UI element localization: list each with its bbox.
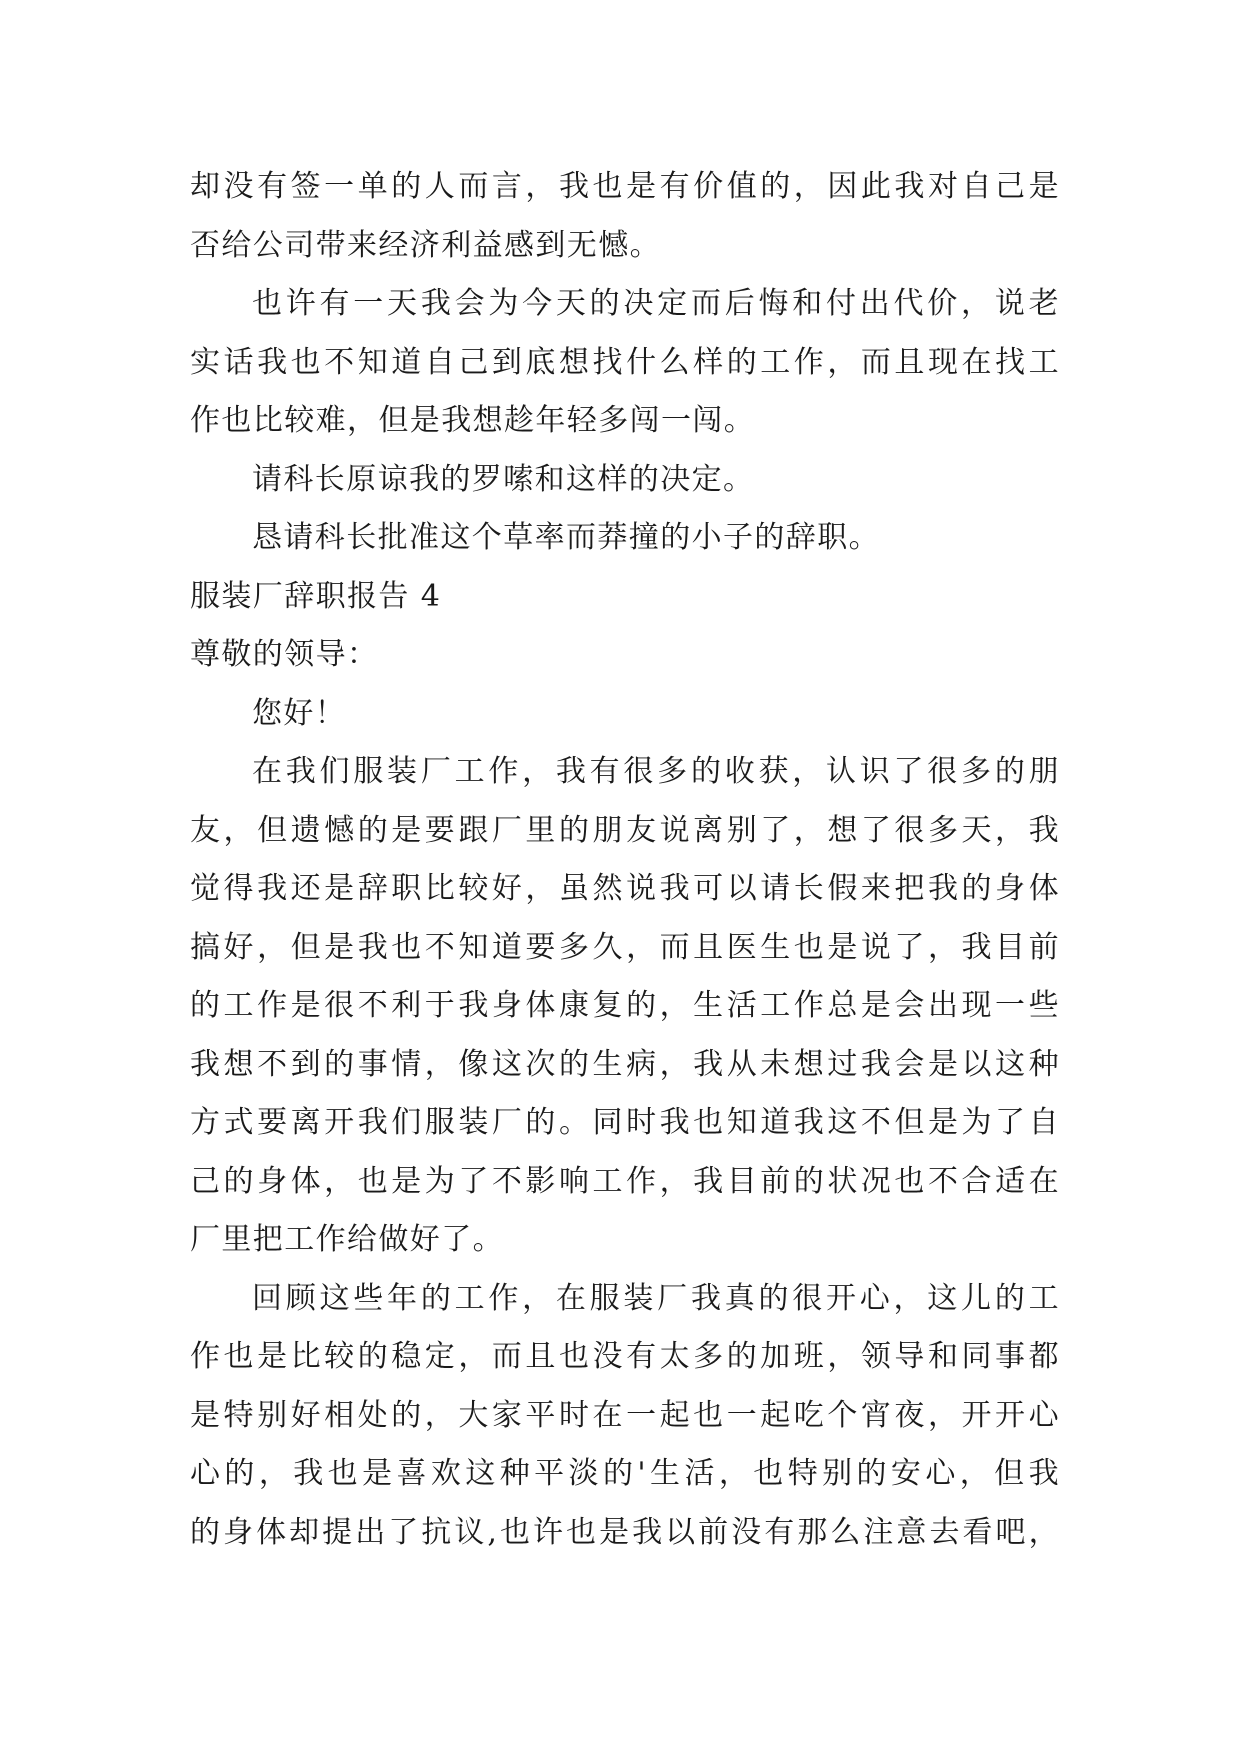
- text-line: 厂里把工作给做好了。: [190, 1222, 504, 1257]
- paragraph-start-line: 请科长原谅我的罗嗦和这样的决定。: [252, 461, 755, 497]
- text-line: 友，但遗憾的是要跟厂里的朋友说离别了，想了很多天，我: [190, 812, 1060, 848]
- text-line: 方式要离开我们服装厂的。同时我也知道我这不但是为了自: [190, 1105, 1060, 1140]
- greeting: 您好！: [252, 695, 347, 731]
- text-line: 是特别好相处的，大家平时在一起也一起吃个宵夜，开开心: [190, 1397, 1060, 1433]
- paragraph-start-line: 也许有一天我会为今天的决定而后悔和付出代价，说老: [252, 286, 1060, 321]
- text-line: 己的身体，也是为了不影响工作，我目前的状况也不合适在: [190, 1163, 1060, 1199]
- salutation: 尊敬的领导：: [190, 637, 379, 672]
- text-line: 我想不到的事情，像这次的生病，我从未想过我会是以这种: [190, 1046, 1060, 1082]
- document-body: [190, 158, 1060, 1562]
- section-heading: 服装厂辞职报告 4: [190, 578, 442, 614]
- paragraph-start-line: 回顾这些年的工作，在服装厂我真的很开心，这儿的工: [252, 1280, 1060, 1316]
- text-line: 作也比较难，但是我想趁年轻多闯一闯。: [190, 403, 756, 438]
- paragraph-start-line: 恳请科长批准这个草率而莽撞的小子的辞职。: [252, 520, 880, 555]
- text-line: 觉得我还是辞职比较好，虽然说我可以请长假来把我的身体: [190, 871, 1060, 906]
- text-line: 作也是比较的稳定，而且也没有太多的加班，领导和同事都: [190, 1339, 1060, 1374]
- text-line: 搞好，但是我也不知道要多久，而且医生也是说了，我目前: [190, 929, 1060, 965]
- text-line: 的身体却提出了抗议,也许也是我以前没有那么注意去看吧，: [190, 1514, 1060, 1550]
- text-line: 否给公司带来经济利益感到无憾。: [190, 227, 661, 263]
- text-line: 却没有签一单的人而言，我也是有价值的，因此我对自己是: [190, 169, 1060, 204]
- text-line: 的工作是很不利于我身体康复的，生活工作总是会出现一些: [190, 988, 1060, 1023]
- paragraph-start-line: 在我们服装厂工作，我有很多的收获，认识了很多的朋: [252, 754, 1060, 789]
- text-line: 实话我也不知道自己到底想找什么样的工作，而且现在找工: [190, 344, 1060, 380]
- text-line: 心的，我也是喜欢这种平淡的'生活，也特别的安心，但我: [190, 1456, 1060, 1491]
